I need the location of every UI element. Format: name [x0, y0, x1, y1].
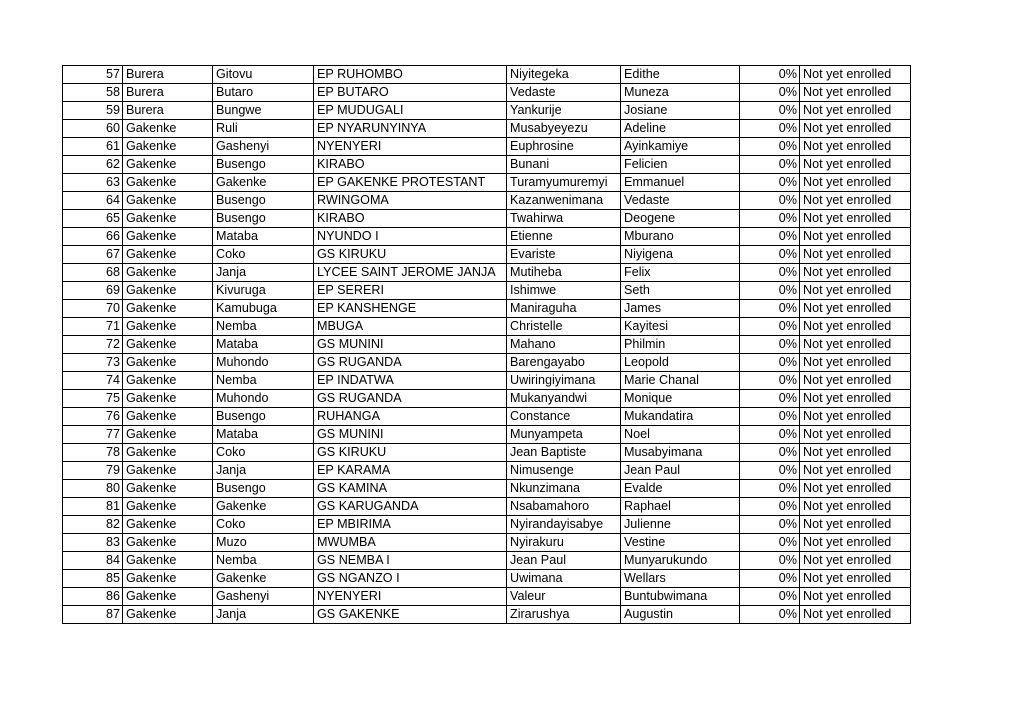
progress-percent-cell: 0%	[740, 354, 800, 372]
table-row	[63, 318, 911, 336]
progress-percent-cell: 0%	[740, 282, 800, 300]
sector-cell: Muzo	[213, 534, 314, 552]
sector-cell: Coko	[213, 246, 314, 264]
progress-percent-cell: 0%	[740, 480, 800, 498]
district-cell: Gakenke	[123, 426, 213, 444]
firstname-cell: Leopold	[621, 354, 740, 372]
table-row	[63, 228, 911, 246]
firstname-cell: Evalde	[621, 480, 740, 498]
district-cell: Burera	[123, 84, 213, 102]
surname-cell: Nkunzimana	[507, 480, 621, 498]
row-number-cell: 72	[63, 336, 123, 354]
district-cell: Gakenke	[123, 264, 213, 282]
progress-percent-cell: 0%	[740, 264, 800, 282]
school-cell: GS MUNINI	[314, 336, 507, 354]
school-cell: GS GAKENKE	[314, 606, 507, 624]
surname-cell: Nyirandayisabye	[507, 516, 621, 534]
status-cell: Not yet enrolled	[800, 372, 911, 390]
sector-cell: Muhondo	[213, 390, 314, 408]
firstname-cell: Ayinkamiye	[621, 138, 740, 156]
surname-cell: Valeur	[507, 588, 621, 606]
school-cell: RUHANGA	[314, 408, 507, 426]
progress-percent-cell: 0%	[740, 408, 800, 426]
row-number-cell: 69	[63, 282, 123, 300]
sector-cell: Gashenyi	[213, 588, 314, 606]
school-cell: LYCEE SAINT JEROME JANJA	[314, 264, 507, 282]
school-cell: NYENYERI	[314, 588, 507, 606]
status-cell: Not yet enrolled	[800, 66, 911, 84]
surname-cell: Yankurije	[507, 102, 621, 120]
sector-cell: Nemba	[213, 552, 314, 570]
school-cell: EP SERERI	[314, 282, 507, 300]
status-cell: Not yet enrolled	[800, 210, 911, 228]
firstname-cell: Josiane	[621, 102, 740, 120]
row-number-cell: 63	[63, 174, 123, 192]
school-cell: GS RUGANDA	[314, 354, 507, 372]
spreadsheet-page	[62, 65, 911, 624]
status-cell: Not yet enrolled	[800, 264, 911, 282]
school-cell: MBUGA	[314, 318, 507, 336]
district-cell: Gakenke	[123, 228, 213, 246]
row-number-cell: 78	[63, 444, 123, 462]
district-cell: Gakenke	[123, 282, 213, 300]
status-cell: Not yet enrolled	[800, 156, 911, 174]
sector-cell: Gakenke	[213, 174, 314, 192]
firstname-cell: Raphael	[621, 498, 740, 516]
status-cell: Not yet enrolled	[800, 390, 911, 408]
firstname-cell: Niyigena	[621, 246, 740, 264]
surname-cell: Nyirakuru	[507, 534, 621, 552]
table-row	[63, 138, 911, 156]
firstname-cell: James	[621, 300, 740, 318]
progress-percent-cell: 0%	[740, 210, 800, 228]
status-cell: Not yet enrolled	[800, 120, 911, 138]
status-cell: Not yet enrolled	[800, 444, 911, 462]
surname-cell: Mahano	[507, 336, 621, 354]
table-row	[63, 606, 911, 624]
row-number-cell: 79	[63, 462, 123, 480]
surname-cell: Vedaste	[507, 84, 621, 102]
firstname-cell: Vedaste	[621, 192, 740, 210]
firstname-cell: Buntubwimana	[621, 588, 740, 606]
sector-cell: Ruli	[213, 120, 314, 138]
table-row	[63, 246, 911, 264]
district-cell: Gakenke	[123, 498, 213, 516]
surname-cell: Twahirwa	[507, 210, 621, 228]
table-row	[63, 120, 911, 138]
school-cell: NYENYERI	[314, 138, 507, 156]
surname-cell: Euphrosine	[507, 138, 621, 156]
row-number-cell: 73	[63, 354, 123, 372]
progress-percent-cell: 0%	[740, 336, 800, 354]
surname-cell: Jean Baptiste	[507, 444, 621, 462]
table-row	[63, 336, 911, 354]
progress-percent-cell: 0%	[740, 84, 800, 102]
school-cell: EP RUHOMBO	[314, 66, 507, 84]
firstname-cell: Muneza	[621, 84, 740, 102]
row-number-cell: 86	[63, 588, 123, 606]
school-cell: EP MUDUGALI	[314, 102, 507, 120]
surname-cell: Mutiheba	[507, 264, 621, 282]
status-cell: Not yet enrolled	[800, 606, 911, 624]
sector-cell: Nemba	[213, 372, 314, 390]
row-number-cell: 84	[63, 552, 123, 570]
district-cell: Gakenke	[123, 192, 213, 210]
row-number-cell: 60	[63, 120, 123, 138]
row-number-cell: 71	[63, 318, 123, 336]
status-cell: Not yet enrolled	[800, 318, 911, 336]
table-row	[63, 372, 911, 390]
progress-percent-cell: 0%	[740, 588, 800, 606]
district-cell: Gakenke	[123, 174, 213, 192]
surname-cell: Uwiringiyimana	[507, 372, 621, 390]
surname-cell: Constance	[507, 408, 621, 426]
school-cell: GS NGANZO I	[314, 570, 507, 588]
progress-percent-cell: 0%	[740, 318, 800, 336]
school-cell: GS KIRUKU	[314, 444, 507, 462]
status-cell: Not yet enrolled	[800, 102, 911, 120]
district-cell: Gakenke	[123, 156, 213, 174]
district-cell: Gakenke	[123, 606, 213, 624]
surname-cell: Munyampeta	[507, 426, 621, 444]
school-cell: GS KARUGANDA	[314, 498, 507, 516]
school-cell: KIRABO	[314, 210, 507, 228]
school-cell: NYUNDO I	[314, 228, 507, 246]
row-number-cell: 85	[63, 570, 123, 588]
firstname-cell: Mburano	[621, 228, 740, 246]
table-row	[63, 552, 911, 570]
table-row	[63, 264, 911, 282]
firstname-cell: Emmanuel	[621, 174, 740, 192]
sector-cell: Gakenke	[213, 498, 314, 516]
district-cell: Gakenke	[123, 552, 213, 570]
district-cell: Burera	[123, 102, 213, 120]
sector-cell: Kivuruga	[213, 282, 314, 300]
row-number-cell: 87	[63, 606, 123, 624]
surname-cell: Maniraguha	[507, 300, 621, 318]
district-cell: Gakenke	[123, 480, 213, 498]
row-number-cell: 67	[63, 246, 123, 264]
table-row	[63, 462, 911, 480]
firstname-cell: Vestine	[621, 534, 740, 552]
row-number-cell: 57	[63, 66, 123, 84]
progress-percent-cell: 0%	[740, 462, 800, 480]
row-number-cell: 66	[63, 228, 123, 246]
table-row	[63, 84, 911, 102]
status-cell: Not yet enrolled	[800, 462, 911, 480]
progress-percent-cell: 0%	[740, 534, 800, 552]
sector-cell: Gakenke	[213, 570, 314, 588]
firstname-cell: Felicien	[621, 156, 740, 174]
firstname-cell: Marie Chanal	[621, 372, 740, 390]
table-row	[63, 300, 911, 318]
progress-percent-cell: 0%	[740, 246, 800, 264]
progress-percent-cell: 0%	[740, 390, 800, 408]
surname-cell: Uwimana	[507, 570, 621, 588]
table-row	[63, 282, 911, 300]
sector-cell: Muhondo	[213, 354, 314, 372]
sector-cell: Nemba	[213, 318, 314, 336]
table-body	[63, 66, 911, 624]
table-row	[63, 66, 911, 84]
surname-cell: Mukanyandwi	[507, 390, 621, 408]
table-row	[63, 498, 911, 516]
row-number-cell: 83	[63, 534, 123, 552]
table-row	[63, 570, 911, 588]
enrollment-table	[62, 65, 911, 624]
school-cell: MWUMBA	[314, 534, 507, 552]
status-cell: Not yet enrolled	[800, 174, 911, 192]
progress-percent-cell: 0%	[740, 570, 800, 588]
district-cell: Gakenke	[123, 120, 213, 138]
sector-cell: Busengo	[213, 408, 314, 426]
firstname-cell: Jean Paul	[621, 462, 740, 480]
progress-percent-cell: 0%	[740, 174, 800, 192]
table-row	[63, 444, 911, 462]
district-cell: Gakenke	[123, 372, 213, 390]
table-row	[63, 174, 911, 192]
school-cell: GS MUNINI	[314, 426, 507, 444]
status-cell: Not yet enrolled	[800, 300, 911, 318]
school-cell: EP GAKENKE PROTESTANT	[314, 174, 507, 192]
row-number-cell: 62	[63, 156, 123, 174]
firstname-cell: Seth	[621, 282, 740, 300]
table-row	[63, 390, 911, 408]
sector-cell: Gashenyi	[213, 138, 314, 156]
progress-percent-cell: 0%	[740, 372, 800, 390]
sector-cell: Coko	[213, 516, 314, 534]
district-cell: Gakenke	[123, 588, 213, 606]
row-number-cell: 75	[63, 390, 123, 408]
progress-percent-cell: 0%	[740, 426, 800, 444]
surname-cell: Musabyeyezu	[507, 120, 621, 138]
surname-cell: Nimusenge	[507, 462, 621, 480]
firstname-cell: Monique	[621, 390, 740, 408]
status-cell: Not yet enrolled	[800, 354, 911, 372]
district-cell: Gakenke	[123, 390, 213, 408]
firstname-cell: Mukandatira	[621, 408, 740, 426]
surname-cell: Ishimwe	[507, 282, 621, 300]
surname-cell: Turamyumuremyi	[507, 174, 621, 192]
surname-cell: Niyitegeka	[507, 66, 621, 84]
row-number-cell: 65	[63, 210, 123, 228]
table-row	[63, 516, 911, 534]
district-cell: Gakenke	[123, 570, 213, 588]
table-row	[63, 156, 911, 174]
status-cell: Not yet enrolled	[800, 336, 911, 354]
row-number-cell: 80	[63, 480, 123, 498]
status-cell: Not yet enrolled	[800, 570, 911, 588]
district-cell: Gakenke	[123, 516, 213, 534]
district-cell: Gakenke	[123, 462, 213, 480]
firstname-cell: Kayitesi	[621, 318, 740, 336]
firstname-cell: Wellars	[621, 570, 740, 588]
row-number-cell: 74	[63, 372, 123, 390]
table-row	[63, 102, 911, 120]
sector-cell: Butaro	[213, 84, 314, 102]
school-cell: RWINGOMA	[314, 192, 507, 210]
firstname-cell: Musabyimana	[621, 444, 740, 462]
progress-percent-cell: 0%	[740, 552, 800, 570]
status-cell: Not yet enrolled	[800, 84, 911, 102]
status-cell: Not yet enrolled	[800, 408, 911, 426]
district-cell: Gakenke	[123, 300, 213, 318]
status-cell: Not yet enrolled	[800, 282, 911, 300]
sector-cell: Janja	[213, 462, 314, 480]
table-row	[63, 588, 911, 606]
district-cell: Gakenke	[123, 246, 213, 264]
sector-cell: Kamubuga	[213, 300, 314, 318]
school-cell: GS KIRUKU	[314, 246, 507, 264]
progress-percent-cell: 0%	[740, 138, 800, 156]
school-cell: GS RUGANDA	[314, 390, 507, 408]
status-cell: Not yet enrolled	[800, 228, 911, 246]
row-number-cell: 58	[63, 84, 123, 102]
row-number-cell: 81	[63, 498, 123, 516]
school-cell: EP KANSHENGE	[314, 300, 507, 318]
table-row	[63, 480, 911, 498]
row-number-cell: 77	[63, 426, 123, 444]
district-cell: Gakenke	[123, 534, 213, 552]
district-cell: Gakenke	[123, 138, 213, 156]
surname-cell: Nsabamahoro	[507, 498, 621, 516]
school-cell: GS KAMINA	[314, 480, 507, 498]
sector-cell: Mataba	[213, 336, 314, 354]
row-number-cell: 61	[63, 138, 123, 156]
sector-cell: Busengo	[213, 210, 314, 228]
firstname-cell: Felix	[621, 264, 740, 282]
table-row	[63, 354, 911, 372]
progress-percent-cell: 0%	[740, 192, 800, 210]
sector-cell: Gitovu	[213, 66, 314, 84]
firstname-cell: Noel	[621, 426, 740, 444]
row-number-cell: 68	[63, 264, 123, 282]
school-cell: EP INDATWA	[314, 372, 507, 390]
district-cell: Gakenke	[123, 444, 213, 462]
table-row	[63, 534, 911, 552]
school-cell: KIRABO	[314, 156, 507, 174]
table-row	[63, 210, 911, 228]
progress-percent-cell: 0%	[740, 300, 800, 318]
table-row	[63, 426, 911, 444]
school-cell: GS NEMBA I	[314, 552, 507, 570]
status-cell: Not yet enrolled	[800, 480, 911, 498]
school-cell: EP MBIRIMA	[314, 516, 507, 534]
sector-cell: Bungwe	[213, 102, 314, 120]
progress-percent-cell: 0%	[740, 498, 800, 516]
progress-percent-cell: 0%	[740, 120, 800, 138]
row-number-cell: 70	[63, 300, 123, 318]
surname-cell: Evariste	[507, 246, 621, 264]
district-cell: Gakenke	[123, 210, 213, 228]
progress-percent-cell: 0%	[740, 444, 800, 462]
firstname-cell: Munyarukundo	[621, 552, 740, 570]
status-cell: Not yet enrolled	[800, 552, 911, 570]
surname-cell: Jean Paul	[507, 552, 621, 570]
sector-cell: Busengo	[213, 192, 314, 210]
sector-cell: Mataba	[213, 228, 314, 246]
sector-cell: Busengo	[213, 480, 314, 498]
district-cell: Gakenke	[123, 318, 213, 336]
progress-percent-cell: 0%	[740, 228, 800, 246]
district-cell: Gakenke	[123, 408, 213, 426]
progress-percent-cell: 0%	[740, 516, 800, 534]
firstname-cell: Deogene	[621, 210, 740, 228]
row-number-cell: 64	[63, 192, 123, 210]
district-cell: Burera	[123, 66, 213, 84]
status-cell: Not yet enrolled	[800, 588, 911, 606]
row-number-cell: 59	[63, 102, 123, 120]
school-cell: EP BUTARO	[314, 84, 507, 102]
sector-cell: Janja	[213, 606, 314, 624]
surname-cell: Barengayabo	[507, 354, 621, 372]
district-cell: Gakenke	[123, 354, 213, 372]
status-cell: Not yet enrolled	[800, 426, 911, 444]
surname-cell: Etienne	[507, 228, 621, 246]
surname-cell: Kazanwenimana	[507, 192, 621, 210]
status-cell: Not yet enrolled	[800, 498, 911, 516]
progress-percent-cell: 0%	[740, 66, 800, 84]
surname-cell: Bunani	[507, 156, 621, 174]
surname-cell: Christelle	[507, 318, 621, 336]
status-cell: Not yet enrolled	[800, 534, 911, 552]
status-cell: Not yet enrolled	[800, 192, 911, 210]
sector-cell: Coko	[213, 444, 314, 462]
status-cell: Not yet enrolled	[800, 516, 911, 534]
sector-cell: Janja	[213, 264, 314, 282]
firstname-cell: Augustin	[621, 606, 740, 624]
progress-percent-cell: 0%	[740, 102, 800, 120]
school-cell: EP KARAMA	[314, 462, 507, 480]
firstname-cell: Julienne	[621, 516, 740, 534]
table-row	[63, 408, 911, 426]
progress-percent-cell: 0%	[740, 156, 800, 174]
surname-cell: Zirarushya	[507, 606, 621, 624]
status-cell: Not yet enrolled	[800, 246, 911, 264]
firstname-cell: Adeline	[621, 120, 740, 138]
status-cell: Not yet enrolled	[800, 138, 911, 156]
table-row	[63, 192, 911, 210]
sector-cell: Mataba	[213, 426, 314, 444]
row-number-cell: 82	[63, 516, 123, 534]
school-cell: EP NYARUNYINYA	[314, 120, 507, 138]
row-number-cell: 76	[63, 408, 123, 426]
progress-percent-cell: 0%	[740, 606, 800, 624]
sector-cell: Busengo	[213, 156, 314, 174]
firstname-cell: Philmin	[621, 336, 740, 354]
firstname-cell: Edithe	[621, 66, 740, 84]
district-cell: Gakenke	[123, 336, 213, 354]
